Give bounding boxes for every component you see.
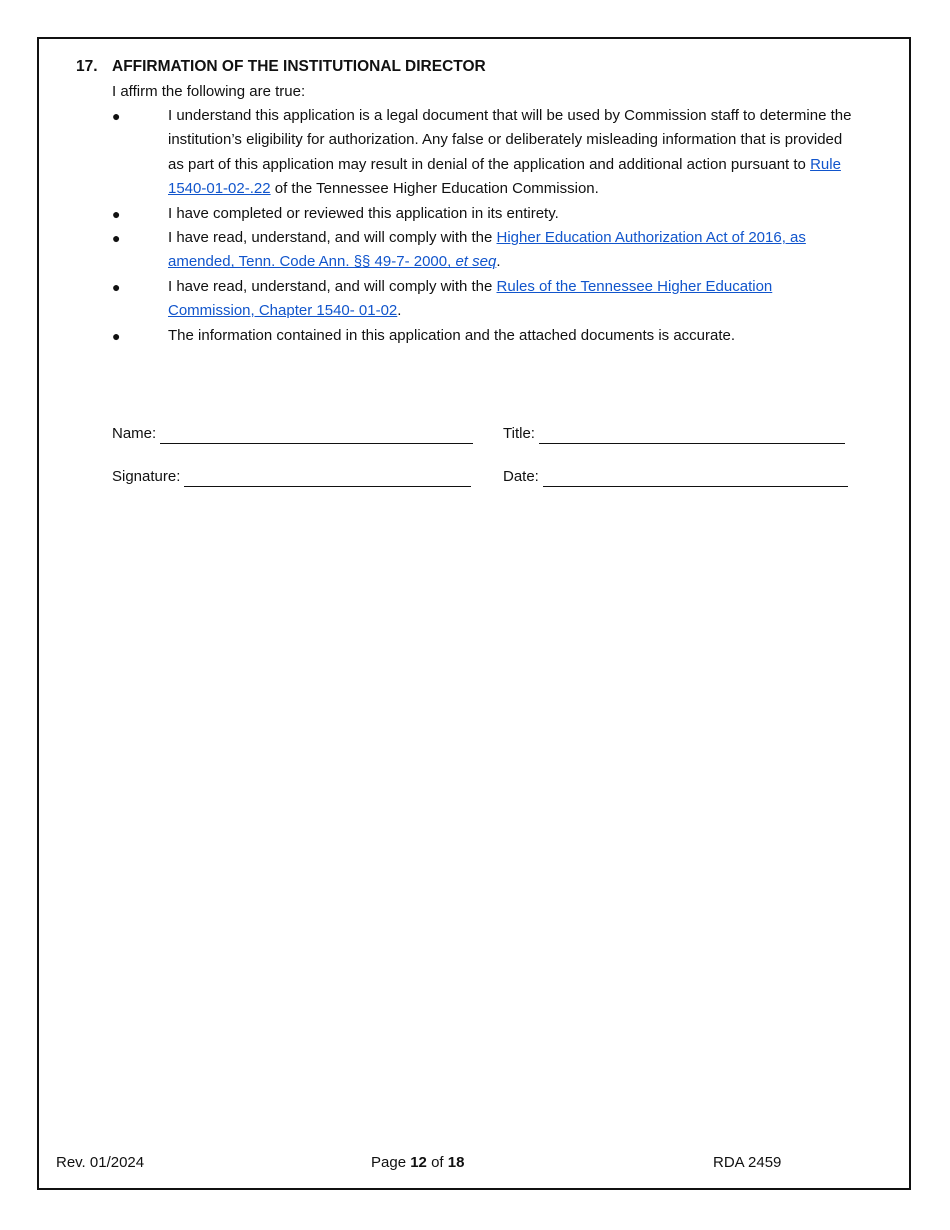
- signature-line[interactable]: [184, 468, 471, 487]
- list-item: [112, 104, 856, 202]
- footer-revision: Rev. 01/2024: [56, 1154, 145, 1171]
- name-label: Name:: [112, 425, 157, 442]
- date-label: Date:: [503, 468, 539, 485]
- commission-rules-link[interactable]: Rules of the Tennessee Higher Education Commission, Chapter 1540- 01-02: [168, 277, 773, 320]
- signature-row: [112, 422, 852, 444]
- link-text: Higher Education Authorization Act of 2016, as amended, Tenn. Code Ann. §§ 49-7- 2000,: [168, 229, 806, 271]
- rule-link[interactable]: Rule 1540-01-02-.22: [168, 155, 841, 198]
- link-italic-text: et seq: [455, 253, 497, 271]
- item-text: .: [496, 253, 501, 271]
- section-heading: [76, 56, 856, 78]
- signature-label: Signature:: [112, 468, 181, 485]
- intro-text: I affirm the following are true:: [112, 83, 306, 100]
- item-text: I understand this application is a legal document that will be used by Commission staff to determine the institution’s eligibility for authorization. Any false or deliberately misleading information that is provided as part of this application may result in denial of the application and additional action pursuant to: [168, 107, 852, 173]
- title-line[interactable]: [539, 425, 845, 444]
- signature-row: [112, 465, 852, 487]
- bullet-icon: ●: [112, 327, 121, 344]
- name-line[interactable]: [160, 425, 473, 444]
- bullet-icon: ●: [112, 108, 121, 124]
- section-title: AFFIRMATION OF THE INSTITUTIONAL DIRECTOR: [112, 58, 486, 75]
- item-text: I have read, understand, and will comply with the: [168, 277, 497, 295]
- date-line[interactable]: [543, 468, 848, 487]
- date-field[interactable]: [503, 465, 848, 487]
- bullet-icon: ●: [112, 205, 121, 222]
- page-word: Page: [371, 1154, 407, 1171]
- item-text: of the Tennessee Higher Education Commission.: [270, 180, 599, 198]
- footer-form-id: RDA 2459: [713, 1154, 782, 1171]
- page-current: 12: [410, 1154, 427, 1171]
- signature-field[interactable]: [112, 465, 471, 487]
- page-of: of: [431, 1154, 444, 1171]
- title-label: Title:: [503, 425, 535, 442]
- item-text: The information contained in this application and the attached documents is accurate.: [168, 326, 736, 344]
- affirmation-section: [76, 56, 856, 348]
- name-field[interactable]: [112, 422, 473, 444]
- affirmation-list: [112, 104, 856, 348]
- item-text: .: [397, 302, 402, 320]
- list-item: [112, 202, 856, 226]
- title-field[interactable]: [503, 422, 845, 444]
- item-text: I have read, understand, and will comply with the: [168, 229, 497, 247]
- bullet-icon: ●: [112, 278, 121, 295]
- footer-page-number: [371, 1153, 464, 1173]
- page-total: 18: [447, 1154, 465, 1171]
- item-text: I have completed or reviewed this application in its entirety.: [168, 204, 559, 222]
- list-item: [112, 324, 856, 348]
- list-item: [112, 226, 856, 275]
- list-item: [112, 275, 856, 324]
- section-number: 17.: [76, 58, 98, 75]
- bullet-icon: ●: [112, 230, 121, 247]
